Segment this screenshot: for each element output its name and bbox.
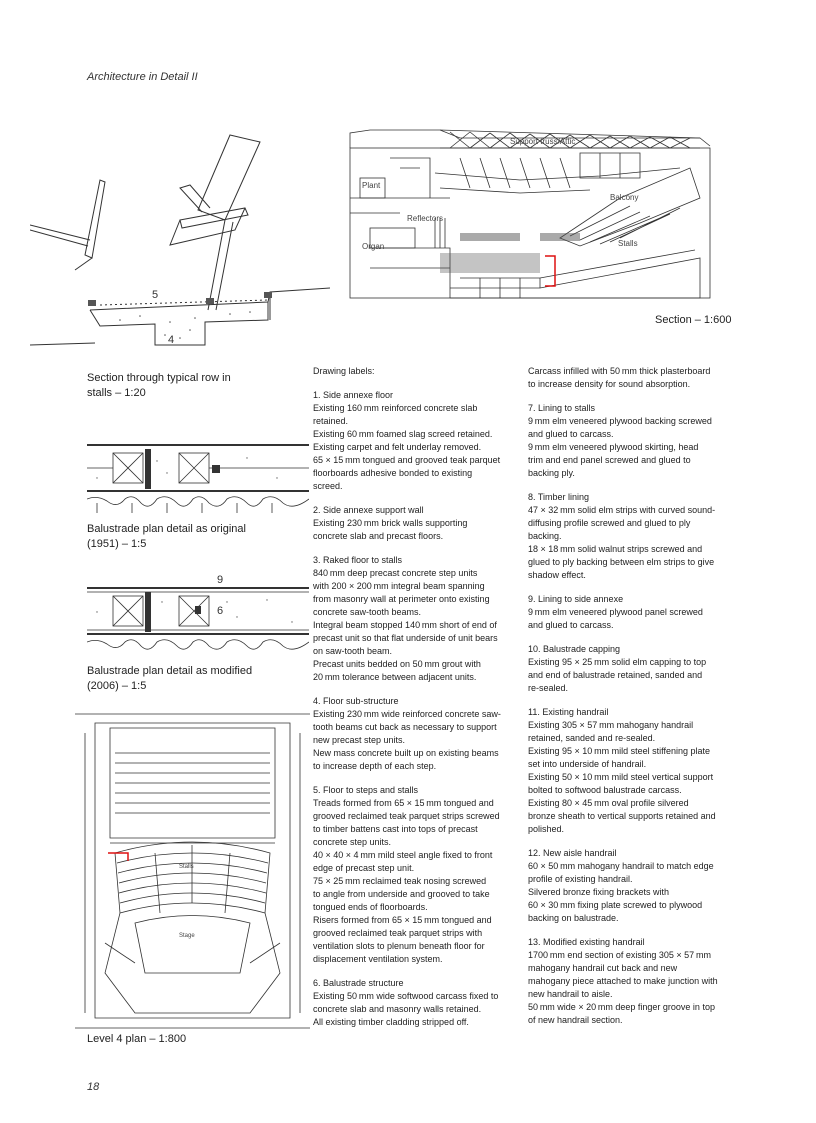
drawing-label-body: 47 × 32 mm solid elm strips with curved sound- diffusing profile screwed and glued to ply backing. 18 × 18 mm solid walnut strips screwed and glued to ply backing between elm strips to give shadow effect. — [528, 505, 716, 580]
drawing-label-body: 60 × 50 mm mahogany handrail to match edge profile of existing handrail. Silvered bronze fixing brackets with 60 × 30 mm fixing plate screwed to plywood backing on balustrade. — [528, 861, 714, 923]
drawing-label-title: 9. Lining to side annexe — [528, 594, 624, 604]
drawing-label-item — [313, 504, 525, 543]
drawing-label-title: 1. Side annexe floor — [313, 390, 394, 400]
drawing-label-title: 8. Timber lining — [528, 492, 590, 502]
drawing-label-item — [528, 847, 740, 925]
drawing-label-title: 12. New aisle handrail — [528, 848, 617, 858]
balustrade-original-caption: Balustrade plan detail as original (1951) – 1:5 — [87, 523, 246, 550]
hall-label-attic: Support truss/Attic — [510, 137, 576, 146]
drawing-label-body: 9 mm elm veneered plywood panel screwed and glued to carcass. — [528, 607, 703, 630]
level4-plan-caption: Level 4 plan – 1:800 — [87, 1033, 187, 1045]
col2-items — [528, 365, 740, 1027]
col1-items — [313, 389, 525, 1029]
drawing-label-item — [528, 491, 740, 582]
seat-section-drawing — [30, 130, 330, 355]
hall-label-organ: Organ — [362, 242, 385, 251]
drawing-label-item — [313, 695, 525, 773]
hall-section-drawing — [340, 128, 720, 306]
drawing-label-body: 840 mm deep precast concrete step units with 200 × 200 mm integral beam spanning from masonry wall at perimeter onto existing concrete saw-tooth beams. Integral beam stopped 140 mm short of end of precast unit so that flat underside of unit bears on saw-tooth beam. Precast units bedded on 50 mm grout with 20 mm tolerance between adjacent units. — [313, 568, 498, 682]
hall-section-caption: Section – 1:600 — [655, 314, 732, 326]
drawing-label-item — [528, 706, 740, 836]
hall-label-plant: Plant — [362, 181, 381, 190]
balustrade-modified-caption: Balustrade plan detail as modified (2006) – 1:5 — [87, 665, 253, 692]
page-number: 18 — [87, 1081, 100, 1093]
drawing-label-item — [313, 977, 525, 1029]
drawing-label-body: Existing 160 mm reinforced concrete slab retained. Existing 60 mm foamed slag screed retained. Existing carpet and felt underlay removed. 65 × 15 mm tongued and grooved teak parquet floorboards adhesive bonded to existing screed. — [313, 403, 501, 491]
balustrade-modified-drawing — [87, 572, 309, 662]
drawing-labels-column-2 — [528, 365, 740, 1038]
drawing-labels-heading: Drawing labels: — [313, 366, 375, 376]
level4-plan-drawing — [75, 713, 310, 1030]
seat-label-5: 5 — [152, 289, 159, 301]
drawing-label-item — [313, 554, 525, 684]
drawing-label-item — [528, 593, 740, 632]
balustrade-label-6: 6 — [217, 605, 224, 617]
drawing-label-body: Existing 305 × 57 mm mahogany handrail retained, sanded and re-sealed. Existing 95 × 10 mm mild steel stiffening plate set into underside of handrail. Existing 50 × 10 mm mild steel vertical support bolted to softwood balustrade carcass. Existing 80 × 45 mm oval profile silvered bronze sheath to vertical supports retained and polished. — [528, 720, 716, 834]
running-header: Architecture in Detail II — [87, 71, 198, 83]
drawing-label-item — [313, 784, 525, 966]
balustrade-original-drawing — [87, 443, 309, 519]
hall-label-balcony: Balcony — [610, 193, 639, 202]
hall-label-reflectors: Reflectors — [407, 214, 444, 223]
drawing-label-body: Existing 50 mm wide softwood carcass fixed to concrete slab and masonry walls retained. All existing timber cladding stripped off. — [313, 991, 499, 1027]
drawing-label-title: 6. Balustrade structure — [313, 978, 404, 988]
drawing-label-title: 10. Balustrade capping — [528, 644, 621, 654]
drawing-label-body: Existing 230 mm wide reinforced concrete saw- tooth beams cut back as necessary to support new precast step units. New mass concrete built up on existing beams to increase depth of each step. — [313, 709, 501, 771]
drawing-label-title: 13. Modified existing handrail — [528, 937, 645, 947]
drawing-label-item — [528, 936, 740, 1027]
seat-section-caption: Section through typical row in stalls – 1:20 — [87, 372, 231, 399]
drawing-label-title: 11. Existing handrail — [528, 707, 609, 717]
drawing-label-title: 3. Raked floor to stalls — [313, 555, 403, 565]
drawing-label-title: 7. Lining to stalls — [528, 403, 596, 413]
drawing-labels-column-1 — [313, 365, 525, 1040]
drawing-label-item — [528, 643, 740, 695]
drawing-label-item — [528, 365, 740, 391]
drawing-label-body: Existing 230 mm brick walls supporting concrete slab and precast floors. — [313, 518, 468, 541]
drawing-label-body: Treads formed from 65 × 15 mm tongued and grooved reclaimed teak parquet strips screwed to timber battens cast into tops of precast concrete step units. 40 × 40 × 4 mm mild steel angle fixed to front edge of precast step unit. 75 × 25 mm reclaimed teak nosing screwed to angle from underside and grooved to take tongued ends of floorboards. Risers formed from 65 × 15 mm tongued and grooved reclaimed teak parquet strips with ventilation slots to plenum beneath floor for displacement ventilation system. — [313, 798, 500, 964]
drawing-label-body: 9 mm elm veneered plywood backing screwed and glued to carcass. 9 mm elm veneered plywood skirting, head trim and end panel screwed and glued to backing ply. — [528, 416, 712, 478]
drawing-label-title: 5. Floor to steps and stalls — [313, 785, 419, 795]
seat-label-4: 4 — [168, 334, 175, 346]
drawing-label-body: Carcass infilled with 50 mm thick plasterboard to increase density for sound absorption. — [528, 366, 711, 389]
balustrade-label-9: 9 — [217, 574, 224, 586]
plan-label-stalls: Stalls — [179, 864, 194, 870]
drawing-label-title: 2. Side annexe support wall — [313, 505, 424, 515]
drawing-label-body: Existing 95 × 25 mm solid elm capping to top and end of balustrade retained, sanded and re-sealed. — [528, 657, 707, 693]
drawing-label-item — [528, 402, 740, 480]
plan-label-stage: Stage — [179, 933, 195, 939]
drawing-label-title: 4. Floor sub-structure — [313, 696, 399, 706]
drawing-label-body: 1700 mm end section of existing 305 × 57 mm mahogany handrail cut back and new mahogany piece attached to make junction with new handrail to aisle. 50 mm wide × 20 mm deep finger groove in top of new handrail section. — [528, 950, 718, 1025]
hall-label-stalls: Stalls — [618, 239, 638, 248]
drawing-label-item — [313, 389, 525, 493]
